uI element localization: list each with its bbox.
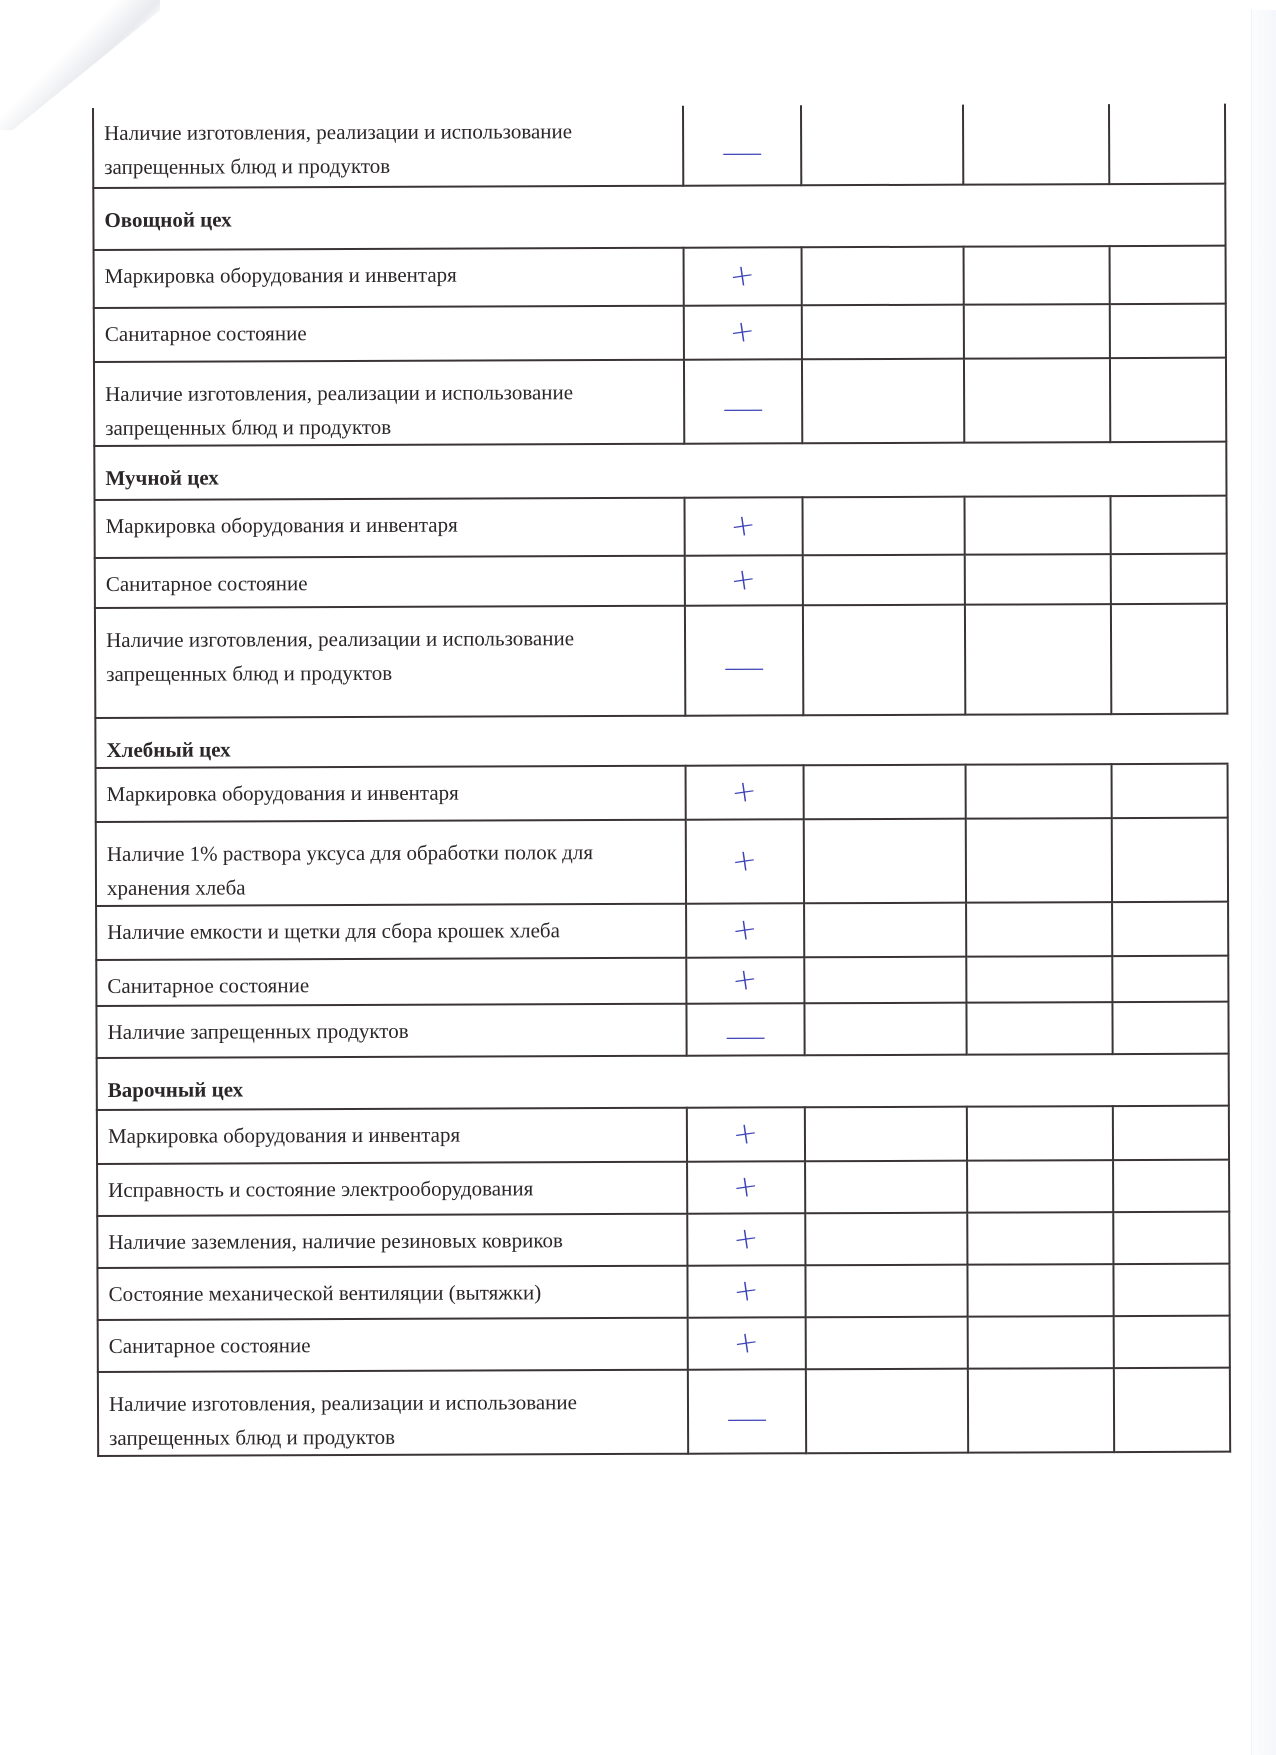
empty-cell[interactable] [1114, 1368, 1230, 1452]
empty-cell[interactable] [1114, 1316, 1230, 1368]
check-mark-cell [686, 903, 804, 957]
check-mark-cell [684, 247, 802, 305]
empty-cell[interactable] [1111, 604, 1227, 714]
check-mark-cell [687, 1107, 805, 1161]
table-row [96, 818, 1228, 906]
plus-mark-icon: + [730, 1114, 761, 1154]
table-row [94, 246, 1226, 308]
empty-cell[interactable] [1113, 1106, 1229, 1160]
empty-cell[interactable] [804, 957, 966, 1004]
minus-mark-icon: — [721, 134, 764, 171]
minus-mark-icon: — [723, 650, 766, 686]
check-mark-cell [686, 1003, 804, 1055]
section-header-row [95, 714, 1227, 768]
check-mark-cell [688, 1369, 806, 1453]
plus-mark-icon: + [731, 1167, 762, 1207]
empty-cell[interactable] [966, 818, 1112, 903]
empty-cell[interactable] [805, 1161, 967, 1214]
empty-cell[interactable] [1112, 1002, 1228, 1054]
empty-cell[interactable] [804, 1003, 966, 1056]
empty-cell[interactable] [1110, 246, 1226, 304]
section-title: Мучной цех [94, 442, 1226, 500]
criterion-cell: Наличие изготовления, реализации и использование запрещенных блюд и продуктов [98, 1370, 688, 1456]
empty-cell[interactable] [964, 496, 1110, 555]
criterion-cell: Наличие изготовления, реализации и использование запрещенных блюд и продуктов [94, 360, 684, 446]
empty-cell[interactable] [1113, 1264, 1229, 1316]
check-mark-cell [684, 305, 802, 359]
criterion-cell: Санитарное состояние [94, 306, 684, 362]
empty-cell[interactable] [801, 105, 963, 186]
plus-mark-icon: + [730, 910, 761, 950]
plus-mark-icon: + [727, 256, 758, 296]
empty-cell[interactable] [805, 1265, 967, 1318]
empty-cell[interactable] [802, 305, 964, 360]
empty-cell[interactable] [966, 764, 1112, 819]
check-mark-cell [685, 497, 803, 555]
table-row [95, 554, 1227, 608]
empty-cell[interactable] [802, 359, 964, 444]
minus-mark-icon: — [722, 391, 765, 427]
table-row [96, 956, 1228, 1006]
criterion-cell: Санитарное состояние [95, 556, 685, 608]
inspection-checklist-table [92, 104, 1231, 1457]
empty-cell[interactable] [802, 247, 964, 306]
check-mark-cell [687, 1161, 805, 1213]
criterion-cell: Маркировка оборудования и инвентаря [95, 498, 685, 558]
empty-cell[interactable] [805, 1107, 967, 1162]
criterion-cell: Наличие емкости и щетки для сбора крошек хлеба [96, 904, 686, 960]
criterion-cell: Санитарное состояние [96, 958, 686, 1006]
table-row [97, 1160, 1229, 1216]
empty-cell[interactable] [803, 555, 965, 606]
checklist-sheet [92, 104, 1229, 1457]
section-title: Варочный цех [97, 1054, 1229, 1110]
empty-cell[interactable] [967, 1160, 1113, 1213]
section-title: Овощной цех [93, 184, 1225, 250]
criterion-cell: Наличие запрещенных продуктов [96, 1004, 686, 1058]
plus-mark-icon: + [727, 312, 758, 352]
criterion-cell: Исправность и состояние электрооборудования [97, 1162, 687, 1216]
empty-cell[interactable] [966, 1002, 1112, 1055]
criterion-cell: Наличие изготовления, реализации и использование запрещенных блюд и продуктов [95, 606, 685, 718]
plus-mark-icon: + [731, 1323, 762, 1363]
table-row [94, 358, 1226, 446]
empty-cell[interactable] [967, 1106, 1113, 1161]
plus-mark-icon: + [731, 1219, 762, 1259]
empty-cell[interactable] [806, 1369, 968, 1454]
empty-cell[interactable] [1112, 818, 1228, 902]
criterion-cell: Наличие 1% раствора уксуса для обработки полок для хранения хлеба [96, 820, 686, 906]
empty-cell[interactable] [966, 902, 1112, 957]
check-mark-cell [687, 1265, 805, 1317]
empty-cell[interactable] [805, 1213, 967, 1266]
empty-cell[interactable] [1111, 554, 1227, 604]
table-row [98, 1368, 1230, 1456]
check-mark-cell [683, 105, 801, 185]
empty-cell[interactable] [1112, 956, 1228, 1002]
check-mark-cell [688, 1317, 806, 1369]
criterion-cell: Состояние механической вентиляции (вытяжки) [97, 1266, 687, 1320]
empty-cell[interactable] [1112, 902, 1228, 956]
empty-cell[interactable] [1112, 764, 1228, 818]
check-mark-cell [686, 819, 804, 903]
empty-cell[interactable] [966, 956, 1112, 1003]
scanned-page-edge [1251, 10, 1276, 1755]
check-mark-cell [685, 555, 803, 605]
empty-cell[interactable] [1110, 304, 1226, 358]
criterion-cell: Санитарное состояние [98, 1318, 688, 1372]
section-header-row [93, 184, 1225, 250]
check-mark-cell [686, 957, 804, 1003]
table-row [96, 902, 1228, 960]
plus-mark-icon: + [728, 506, 759, 546]
empty-cell[interactable] [964, 358, 1110, 443]
criterion-cell: Маркировка оборудования и инвентаря [94, 248, 684, 308]
table-row [98, 1316, 1230, 1372]
empty-cell[interactable] [804, 903, 966, 958]
empty-cell[interactable] [804, 765, 966, 820]
section-header-row [94, 442, 1226, 500]
empty-cell[interactable] [1113, 1212, 1229, 1264]
empty-cell[interactable] [965, 604, 1111, 715]
empty-cell[interactable] [1110, 496, 1226, 554]
plus-mark-icon: + [728, 560, 759, 600]
empty-cell[interactable] [967, 1212, 1113, 1265]
section-header-row [97, 1054, 1229, 1110]
empty-cell[interactable] [1110, 358, 1226, 442]
check-mark-cell [685, 605, 803, 715]
table-row [94, 304, 1226, 362]
table-row [96, 1002, 1228, 1058]
plus-mark-icon: + [731, 1271, 762, 1311]
empty-cell[interactable] [1113, 1160, 1229, 1212]
empty-cell[interactable] [803, 605, 965, 716]
empty-cell[interactable] [968, 1316, 1114, 1369]
empty-cell[interactable] [964, 246, 1110, 305]
table-row [97, 1212, 1229, 1268]
minus-mark-icon: — [725, 1401, 769, 1437]
minus-mark-icon: — [724, 1019, 767, 1055]
empty-cell[interactable] [968, 1368, 1114, 1453]
empty-cell[interactable] [967, 1264, 1113, 1317]
empty-cell[interactable] [804, 819, 966, 904]
section-title: Хлебный цех [95, 714, 1227, 768]
criterion-cell: Наличие изготовления, реализации и использование запрещенных блюд и продуктов [93, 106, 683, 188]
table-row [93, 104, 1225, 188]
empty-cell[interactable] [1109, 104, 1225, 184]
check-mark-cell [686, 765, 804, 819]
table-row [97, 1264, 1229, 1320]
empty-cell[interactable] [806, 1317, 968, 1370]
criterion-cell: Маркировка оборудования и инвентаря [97, 1108, 687, 1164]
check-mark-cell [684, 359, 802, 443]
empty-cell[interactable] [963, 104, 1109, 185]
plus-mark-icon: + [729, 841, 760, 881]
check-mark-cell [687, 1213, 805, 1265]
table-row [95, 496, 1227, 558]
table-row [95, 604, 1227, 718]
plus-mark-icon: + [730, 960, 761, 1000]
criterion-cell: Маркировка оборудования и инвентаря [96, 766, 686, 822]
empty-cell[interactable] [965, 554, 1111, 605]
empty-cell[interactable] [964, 304, 1110, 359]
empty-cell[interactable] [802, 497, 964, 556]
criterion-cell: Наличие заземления, наличие резиновых ковриков [97, 1214, 687, 1268]
table-row [97, 1106, 1229, 1164]
table-row [96, 764, 1228, 822]
plus-mark-icon: + [729, 772, 760, 812]
